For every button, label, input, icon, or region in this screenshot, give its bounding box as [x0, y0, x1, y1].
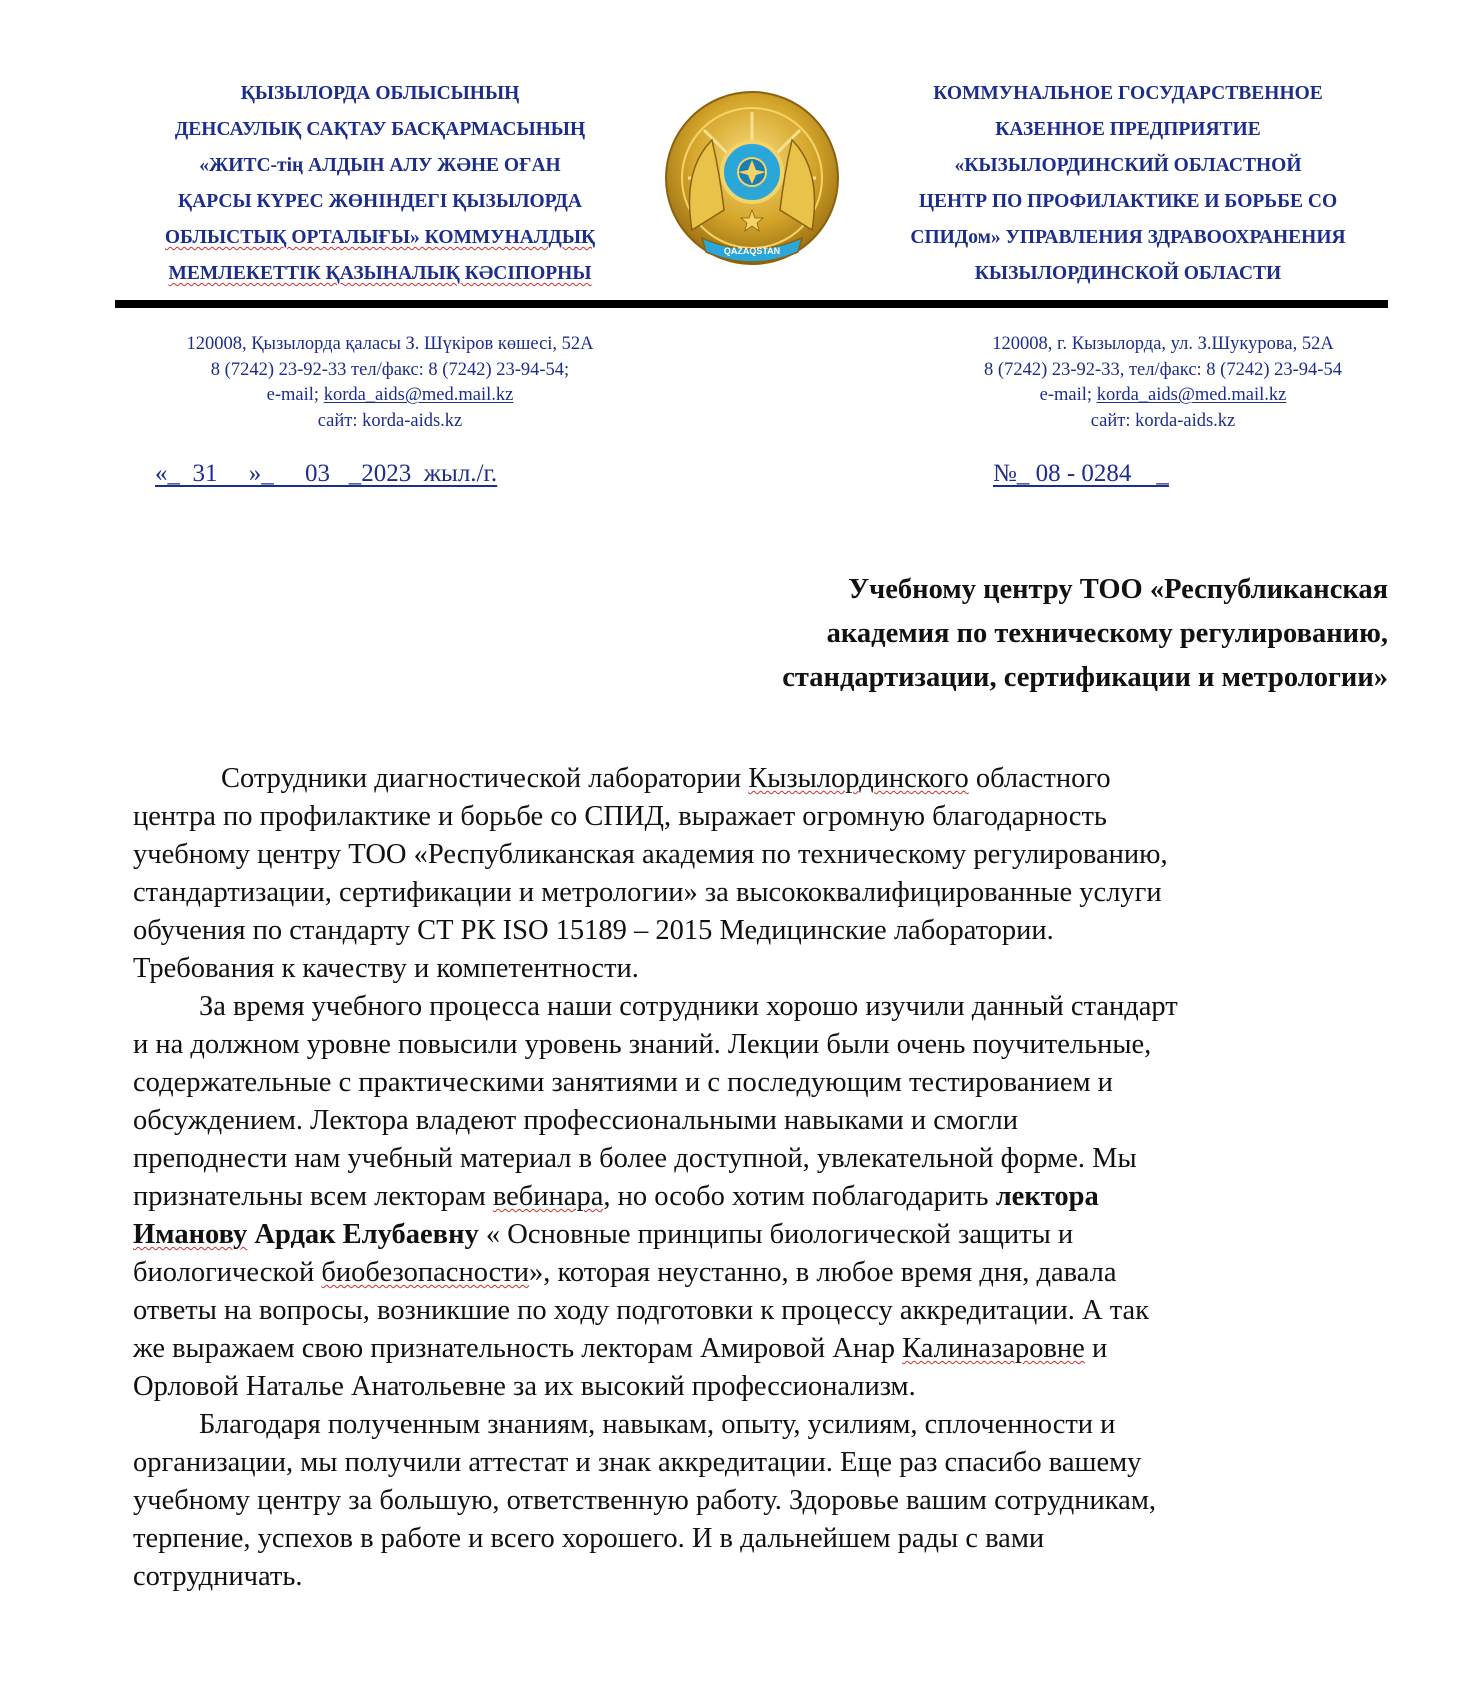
contacts-right: [918, 332, 1408, 434]
text-run: Кызылординского: [748, 763, 969, 794]
body-line: центра по профилактике и борьбе со СПИД, выражает огромную благодарность: [133, 801, 1107, 832]
email-row-left: [120, 383, 660, 409]
header-left-line: ДЕНСАУЛЫҚ САҚТАУ БАСҚАРМАСЫНЫҢ: [174, 119, 586, 140]
email-link-right[interactable]: korda_aids@med.mail.kz: [1096, 385, 1287, 405]
body-line: обсуждением. Лектора владеют профессиональными навыками и смогли: [133, 1105, 1018, 1136]
header-left-kazakh: [120, 76, 640, 292]
body-line: организации, мы получили аттестат и знак аккредитации. Еще раз спасибо вашему: [133, 1447, 1142, 1478]
text-run: и: [1084, 1333, 1108, 1364]
body-line: [133, 760, 1413, 798]
text-run-bold: Ардак Елубаевну: [247, 1219, 479, 1250]
body-line: За время учебного процесса наши сотрудники хорошо изучили данный стандарт: [199, 991, 1178, 1022]
text-run: биобезопасности: [321, 1257, 530, 1288]
text-run: биологической: [133, 1257, 322, 1288]
body-line: ответы на вопросы, возникшие по ходу подготовки к процессу аккредитации. А так: [133, 1295, 1149, 1326]
header-right-russian: [868, 76, 1388, 292]
address-right: 120008, г. Кызылорда, ул. З.Шукурова, 52А: [992, 334, 1334, 354]
text-run: областного: [968, 763, 1111, 794]
addressee-line: Учебному центру ТОО «Республиканская: [848, 574, 1388, 605]
header-left-line: МЕМЛЕКЕТТІК ҚАЗЫНАЛЫҚ КӘСІПОРНЫ: [168, 263, 592, 284]
body-line: сотрудничать.: [133, 1561, 303, 1592]
addressee: [628, 568, 1388, 700]
header-left-line: ОБЛЫСТЫҚ ОРТАЛЫҒЫ» КОММУНАЛДЫҚ: [164, 227, 596, 248]
site-left[interactable]: сайт: korda-aids.kz: [317, 410, 463, 431]
document-number: №_ 08 - 0284 _: [993, 460, 1169, 487]
header-right-line: «КЫЗЫЛОРДИНСКИЙ ОБЛАСТНОЙ: [954, 155, 1302, 176]
addressee-line: академия по техническому регулированию,: [826, 618, 1388, 649]
site-right[interactable]: сайт: korda-aids.kz: [1090, 410, 1236, 431]
text-run: « Основные принципы биологической защиты и: [478, 1219, 1074, 1250]
text-run: », которая неустанно, в любое время дня, давала: [529, 1257, 1117, 1288]
body-line: Требования к качеству и компетентности.: [133, 953, 639, 984]
text-run: Сотрудники диагностической лаборатории: [221, 763, 749, 794]
body-line: [133, 1330, 1413, 1368]
header-right-line: СПИДом» УПРАВЛЕНИЯ ЗДРАВООХРАНЕНИЯ: [910, 227, 1346, 248]
text-run: вебинара: [492, 1181, 604, 1212]
body-line: учебному центру ТОО «Республиканская академия по техническому регулированию,: [133, 839, 1168, 870]
body-line: [133, 1216, 1413, 1254]
phones-right: 8 (7242) 23-92-33, тел/факс: 8 (7242) 23-94-54: [984, 359, 1342, 380]
text-run-bold: Иманову: [133, 1219, 248, 1250]
email-label: e-mail;: [1039, 385, 1097, 405]
body-line: преподнести нам учебный материал в более доступной, увлекательной форме. Мы: [133, 1143, 1137, 1174]
header-divider: [115, 300, 1388, 308]
text-run: же выражаем свою признательность лекторам Амировой Анар: [133, 1333, 903, 1364]
email-link-left[interactable]: korda_aids@med.mail.kz: [323, 385, 514, 405]
body-line: стандартизации, сертификации и метрологии» за высококвалифицированные услуги: [133, 877, 1162, 908]
body-line: содержательные с практическими занятиями и с последующим тестированием и: [133, 1067, 1113, 1098]
body-line: Благодаря полученным знаниям, навыкам, опыту, усилиям, сплоченности и: [199, 1409, 1116, 1440]
header-right-line: КЫЗЫЛОРДИНСКОЙ ОБЛАСТИ: [974, 263, 1282, 284]
address-left: 120008, Қызылорда қаласы З. Шүкіров көшесі, 52А: [186, 334, 594, 354]
addressee-line: стандартизации, сертификации и метрологии»: [782, 662, 1388, 693]
body-line: терпение, успехов в работе и всего хорошего. И в дальнейшем рады с вами: [133, 1523, 1045, 1554]
header-left-line: ҚЫЗЫЛОРДА ОБЛЫСЫНЫҢ: [240, 83, 520, 104]
body-line: обучения по стандарту СТ РК ISO 15189 – 2015 Медицинские лаборатории.: [133, 915, 1054, 946]
text-run-bold: лектора: [995, 1181, 1099, 1212]
body-line: [133, 1178, 1413, 1216]
header-left-line: «ЖИТС-тің АЛДЫН АЛУ ЖӘНЕ ОҒАН: [199, 155, 561, 176]
body-line: [133, 1254, 1413, 1292]
email-row-right: [918, 383, 1408, 409]
text-run: Калиназаровне: [902, 1333, 1085, 1364]
body-line: и на должном уровне повысили уровень знаний. Лекции были очень поучительные,: [133, 1029, 1152, 1060]
contacts-left: [120, 332, 660, 434]
phones-left: 8 (7242) 23-92-33 тел/факс: 8 (7242) 23-94-54;: [210, 359, 570, 380]
body-line: учебному центру за большую, ответственную работу. Здоровье вашим сотрудникам,: [133, 1485, 1156, 1516]
header-left-line: ҚАРСЫ КҮРЕС ЖӨНІНДЕГІ ҚЫЗЫЛОРДА: [178, 191, 582, 212]
body-line: Орловой Наталье Анатольевне за их высокий профессионализм.: [133, 1371, 916, 1402]
letter-body: [133, 760, 1413, 1596]
document-date: «_ 31 »_ 03 _2023 жыл./г.: [155, 460, 498, 487]
header-right-line: ЦЕНТР ПО ПРОФИЛАКТИКЕ И БОРЬБЕ СО: [918, 191, 1338, 212]
emblem-caption: QAZAQSTAN: [723, 246, 781, 256]
header-right-line: КАЗЕННОЕ ПРЕДПРИЯТИЕ: [995, 119, 1261, 140]
text-run: , но особо хотим поблагодарить: [603, 1181, 996, 1212]
state-emblem-icon: [662, 80, 842, 280]
text-run: признательны всем лекторам: [133, 1181, 493, 1212]
header-right-line: КОММУНАЛЬНОЕ ГОСУДАРСТВЕННОЕ: [933, 83, 1323, 104]
email-label: e-mail;: [266, 385, 324, 405]
